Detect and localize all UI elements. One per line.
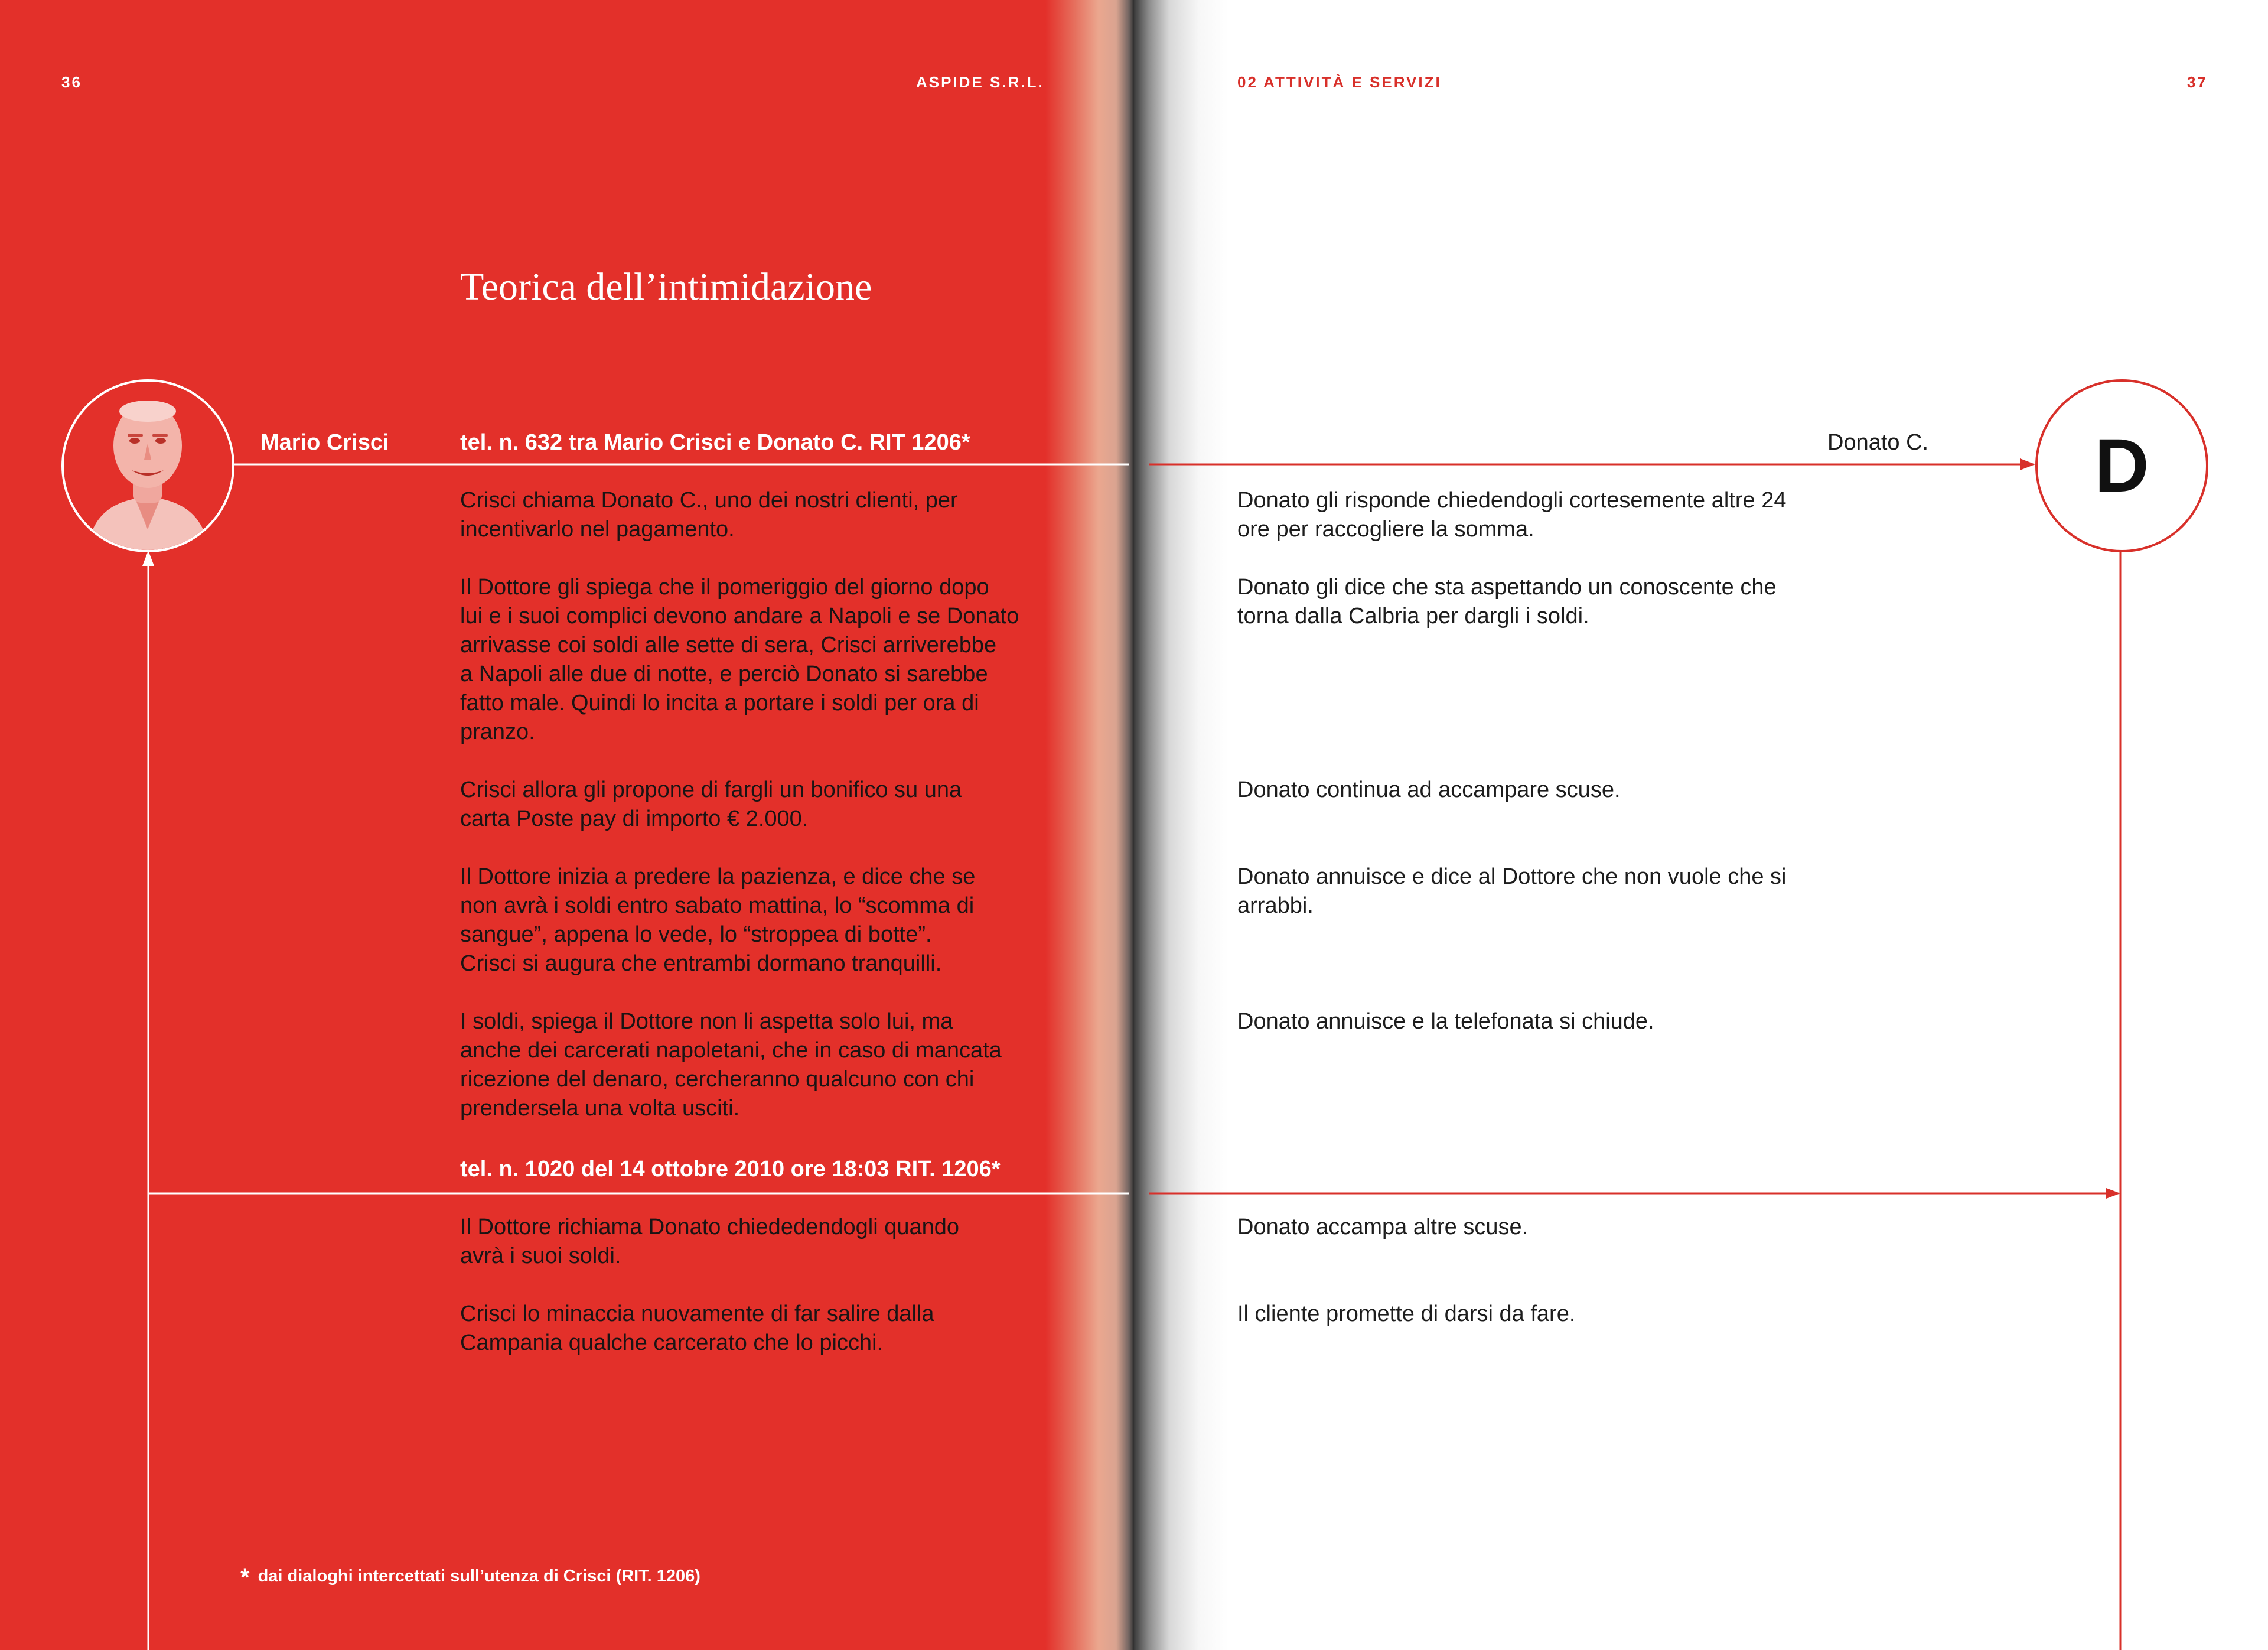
call-1-paragraph-5: I soldi, spiega il Dottore non li aspetta solo lui, ma anche dei carcerati napoletani, che in caso di mancata ricezione del denaro, cercheranno qualcuno con chi prendersela una volta usciti.: [460, 1009, 1002, 1121]
response-5: Donato annuisce e la telefonata si chiude.: [1237, 1009, 1654, 1034]
arrow-right-icon: [2020, 458, 2035, 470]
arrow-right-icon: [2106, 1188, 2120, 1199]
footnote: [240, 1564, 700, 1591]
receiver-name: Donato C.: [1827, 430, 1929, 455]
receiver-initial: D: [2094, 423, 2149, 508]
arrow-up-icon: [142, 551, 154, 566]
call-1-paragraph-3: Crisci allora gli propone di fargli un bonifico su una carta Poste pay di importo € 2.000.: [460, 777, 962, 831]
call-2-paragraph-1: Il Dottore richiama Donato chiededendogli quando avrà i suoi soldi.: [460, 1215, 959, 1268]
page-number-right: 37: [2187, 73, 2208, 91]
response-2: Donato gli dice che sta aspettando un conoscente che torna dalla Calbria per dargli i soldi.: [1237, 575, 1777, 629]
response-3: Donato continua ad accampare scuse.: [1237, 777, 1621, 802]
running-head-right: 02 ATTIVITÀ E SERVIZI: [1237, 73, 1442, 91]
page-number-left: 36: [61, 73, 82, 91]
call-1-paragraph-2: Il Dottore gli spiega che il pomeriggio del giorno dopo lui e i suoi complici devono andare a Napoli e se Donato arrivasse coi soldi alle sette di sera, Crisci arriverebbe a Napoli alle due di notte, e perciò Donato si sarebbe fatto male. Quindi lo incita a portare i soldi per ora di pranzo.: [460, 575, 1019, 744]
footnote-mark: *: [240, 1564, 250, 1590]
call-1-paragraph-4: Il Dottore inizia a predere la pazienza, e dice che se non avrà i soldi entro sabato mattina, lo “scomma di sangue”, appena lo vede, lo “stroppea di botte”. Crisci si augura che entrambi dormano tranquilli.: [460, 864, 976, 976]
receiver-initial-badge: [2035, 379, 2208, 552]
avatar: [61, 379, 234, 552]
call-2-heading: tel. n. 1020 del 14 ottobre 2010 ore 18:03 RIT. 1206*: [460, 1157, 1001, 1182]
portrait-photo: [64, 382, 232, 550]
response-4: Donato annuisce e dice al Dottore che non vuole che si arrabbi.: [1237, 864, 1787, 918]
response-7: Il cliente promette di darsi da fare.: [1237, 1301, 1576, 1326]
response-6: Donato accampa altre scuse.: [1237, 1215, 1529, 1239]
page-title: Teorica dell’intimidazione: [460, 265, 872, 308]
call-1-paragraph-1: Crisci chiama Donato C., uno dei nostri clienti, per incentivarlo nel pagamento.: [460, 488, 958, 542]
call-2-paragraph-2: Crisci lo minaccia nuovamente di far salire dalla Campania qualche carcerato che lo picchi.: [460, 1301, 934, 1355]
response-1: Donato gli risponde chiedendogli cortesemente altre 24 ore per raccogliere la somma.: [1237, 488, 1787, 542]
caller-name: Mario Crisci: [260, 430, 389, 455]
call-1-heading: tel. n. 632 tra Mario Crisci e Donato C. RIT 1206*: [460, 430, 970, 455]
footnote-text: dai dialoghi intercettati sull’utenza di Crisci (RIT. 1206): [258, 1567, 700, 1586]
running-head-left: ASPIDE S.R.L.: [916, 73, 1044, 91]
